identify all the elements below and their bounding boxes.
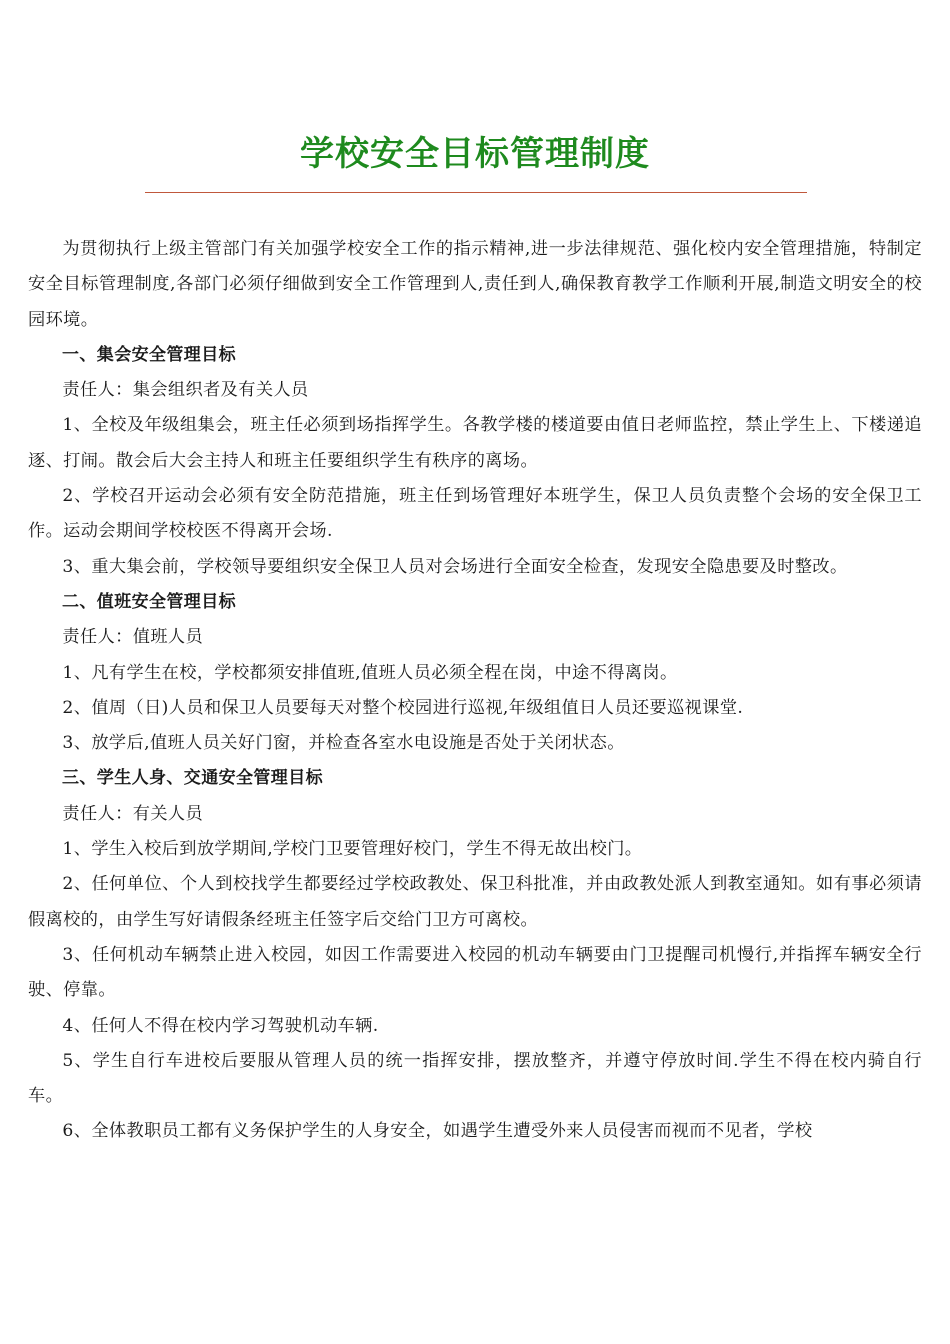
responsible-line: 责任人：有关人员	[62, 803, 204, 824]
list-item: 2、任何单位、个人到校找学生都要经过学校政教处、保卫科批准，并由政教处派人到教室通知。如有事必须请假离校的，由学生写好请假条经班主任签字后交给门卫方可离校。	[28, 874, 922, 930]
intro-paragraph: 为贯彻执行上级主管部门有关加强学校安全工作的指示精神,进一步法律规范、强化校内安全管理措施，特制定安全目标管理制度,各部门必须仔细做到安全工作管理到人,责任到人,确保教育教学工作顺利开展,制造文明安全的校园环境。	[28, 239, 922, 330]
section-heading: 三、学生人身、交通安全管理目标	[62, 768, 323, 789]
list-item: 4、任何人不得在校内学习驾驶机动车辆.	[62, 1015, 379, 1036]
list-item: 2、学校召开运动会必须有安全防范措施，班主任到场管理好本班学生，保卫人员负责整个会场的安全保卫工作。运动会期间学校校医不得离开会场.	[28, 486, 922, 542]
responsible-line: 责任人：值班人员	[62, 627, 204, 648]
list-item: 5、学生自行车进校后要服从管理人员的统一指挥安排，摆放整齐，并遵守停放时间.学生不得在校内骑自行车。	[28, 1050, 922, 1107]
document-title: 学校安全目标管理制度	[300, 134, 650, 174]
list-item: 3、放学后,值班人员关好门窗，并检查各室水电设施是否处于关闭状态。	[62, 733, 625, 754]
section-heading: 一、集会安全管理目标	[62, 344, 236, 365]
list-item: 1、学生入校后到放学期间,学校门卫要管理好校门，学生不得无故出校门。	[62, 839, 643, 860]
section-heading: 二、值班安全管理目标	[62, 591, 236, 612]
document-body	[28, 232, 922, 1150]
list-item: 3、任何机动车辆禁止进入校园，如因工作需要进入校园的机动车辆要由门卫提醒司机慢行,并指挥车辆安全行驶、停靠。	[28, 944, 922, 1001]
list-item: 6、全体教职员工都有义务保护学生的人身安全，如遇学生遭受外来人员侵害而视而不见者，学校	[62, 1121, 813, 1142]
title-divider	[145, 192, 807, 193]
list-item: 1、全校及年级组集会，班主任必须到场指挥学生。各教学楼的楼道要由值日老师监控，禁止学生上、下楼递追逐、打闹。散会后大会主持人和班主任要组织学生有秩序的离场。	[28, 415, 922, 471]
list-item: 1、凡有学生在校，学校都须安排值班,值班人员必须全程在岗，中途不得离岗。	[62, 662, 678, 683]
responsible-line: 责任人：集会组织者及有关人员	[62, 380, 309, 401]
list-item: 3、重大集会前，学校领导要组织安全保卫人员对会场进行全面安全检查，发现安全隐患要及时整改。	[62, 556, 848, 577]
list-item: 2、值周（日)人员和保卫人员要每天对整个校园进行巡视,年级组值日人员还要巡视课堂.	[62, 697, 744, 718]
